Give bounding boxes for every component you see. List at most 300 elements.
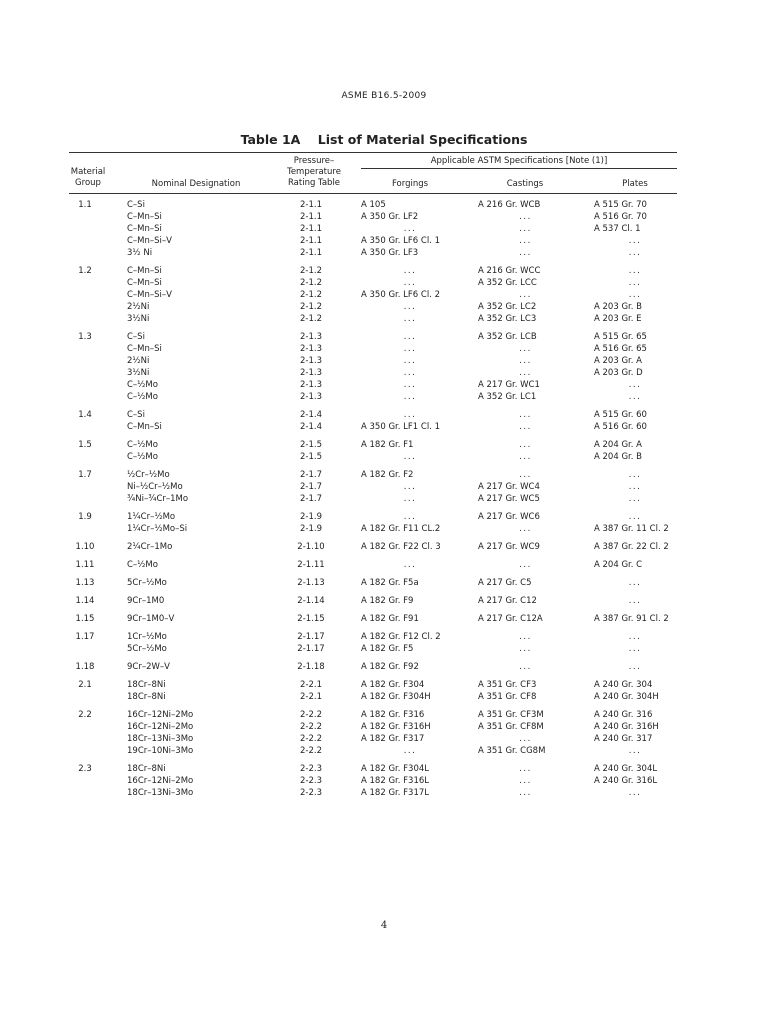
plates-cell: ... <box>628 248 642 258</box>
material-group-cell: 1.14 <box>75 596 95 606</box>
material-group <box>0 331 768 403</box>
forgings-cell: ... <box>403 224 417 234</box>
plates-cell: ... <box>628 266 642 276</box>
material-group-cell: 1.17 <box>75 632 95 642</box>
designation-cell: Ni–½Cr–½Mo <box>127 482 183 492</box>
rating-table-cell: 2-1.3 <box>300 344 322 354</box>
plates-cell: ... <box>628 494 642 504</box>
designation-cell: 1Cr–½Mo <box>127 632 167 642</box>
designation-cell: C–Mn–Si <box>127 422 162 432</box>
table-row <box>0 613 768 625</box>
forgings-cell: ... <box>403 380 417 390</box>
material-group-cell: 1.9 <box>78 512 92 522</box>
running-header: ASME B16.5-2009 <box>341 91 427 101</box>
forgings-cell: A 350 Gr. LF2 <box>361 212 419 222</box>
rating-table-cell: 2-1.3 <box>300 392 322 402</box>
plates-cell: ... <box>628 392 642 402</box>
designation-cell: 2½Ni <box>127 302 150 312</box>
forgings-cell: A 182 Gr. F22 Cl. 3 <box>361 542 441 552</box>
forgings-cell: ... <box>403 410 417 420</box>
table-row <box>0 289 768 301</box>
plates-cell: A 203 Gr. A <box>594 356 642 366</box>
plates-cell: A 203 Gr. E <box>594 314 642 324</box>
plates-cell: A 204 Gr. A <box>594 440 642 450</box>
forgings-cell: A 182 Gr. F304 <box>361 680 425 690</box>
rating-table-cell: 2-1.1 <box>300 212 322 222</box>
col-header-plates: Plates <box>622 179 648 189</box>
designation-cell: 16Cr–12Ni–2Mo <box>127 722 194 732</box>
plates-cell: A 240 Gr. 304H <box>594 692 659 702</box>
designation-cell: ½Cr–½Mo <box>127 470 170 480</box>
table-row <box>0 343 768 355</box>
table-row <box>0 595 768 607</box>
castings-cell: ... <box>519 776 532 786</box>
designation-cell: C–Mn–Si–V <box>127 290 172 300</box>
designation-cell: C–Mn–Si–V <box>127 236 172 246</box>
rating-table-cell: 2-1.1 <box>300 200 322 210</box>
plates-cell: ... <box>628 470 642 480</box>
table-title: Table 1A List of Material Specifications <box>240 132 528 147</box>
material-group-cell: 1.15 <box>75 614 95 624</box>
forgings-cell: ... <box>403 314 417 324</box>
plates-cell: ... <box>628 578 642 588</box>
castings-cell: A 351 Gr. CG8M <box>478 746 546 756</box>
castings-cell: A 351 Gr. CF3M <box>478 710 544 720</box>
rating-table-cell: 2-1.2 <box>300 290 322 300</box>
castings-cell: ... <box>519 560 532 570</box>
col-header-rating: Pressure– Temperature Rating Table <box>287 156 341 188</box>
forgings-cell: ... <box>403 560 417 570</box>
material-group-cell: 1.3 <box>78 332 92 342</box>
castings-cell: ... <box>519 290 532 300</box>
castings-cell: ... <box>519 356 532 366</box>
col-header-astm: Applicable ASTM Specifications [Note (1)] <box>430 156 608 166</box>
castings-cell: A 217 Gr. WC6 <box>478 512 540 522</box>
plates-cell: A 240 Gr. 316L <box>594 776 658 786</box>
designation-cell: 18Cr–8Ni <box>127 692 166 702</box>
col-header-group: Material Group <box>70 167 106 188</box>
forgings-cell: A 182 Gr. F9 <box>361 596 414 606</box>
rating-table-cell: 2-1.3 <box>300 356 322 366</box>
rating-table-cell: 2-1.4 <box>300 410 322 420</box>
material-group-cell: 1.13 <box>75 578 95 588</box>
material-group <box>0 679 768 703</box>
forgings-cell: ... <box>403 302 417 312</box>
material-group-cell: 1.7 <box>78 470 92 480</box>
designation-cell: C–Mn–Si <box>127 212 162 222</box>
plates-cell: A 515 Gr. 65 <box>594 332 647 342</box>
plates-cell: A 240 Gr. 304L <box>594 764 658 774</box>
rating-table-cell: 2-1.3 <box>300 332 322 342</box>
castings-cell: ... <box>519 734 532 744</box>
table-row <box>0 511 768 523</box>
material-group <box>0 469 768 505</box>
forgings-cell: A 350 Gr. LF6 Cl. 1 <box>361 236 440 246</box>
designation-cell: 3½ Ni <box>127 248 153 258</box>
designation-cell: C–½Mo <box>127 560 158 570</box>
table-row <box>0 439 768 451</box>
table-row <box>0 391 768 403</box>
plates-cell: ... <box>628 644 642 654</box>
forgings-cell: A 350 Gr. LF6 Cl. 2 <box>361 290 440 300</box>
forgings-cell: A 350 Gr. LF1 Cl. 1 <box>361 422 440 432</box>
rating-table-cell: 2-1.1 <box>300 248 322 258</box>
table-row <box>0 631 768 643</box>
castings-cell: A 352 Gr. LC3 <box>478 314 537 324</box>
forgings-cell: ... <box>403 494 417 504</box>
material-group <box>0 511 768 535</box>
forgings-cell: A 182 Gr. F316H <box>361 722 431 732</box>
forgings-cell: ... <box>403 278 417 288</box>
table-row <box>0 691 768 703</box>
plates-cell: ... <box>628 746 642 756</box>
material-group <box>0 661 768 673</box>
designation-cell: 3½Ni <box>127 368 150 378</box>
castings-cell: A 217 Gr. WC1 <box>478 380 540 390</box>
forgings-cell: A 350 Gr. LF3 <box>361 248 419 258</box>
rating-table-cell: 2-2.2 <box>300 710 322 720</box>
material-group <box>0 199 768 259</box>
forgings-cell: A 182 Gr. F11 CL.2 <box>361 524 441 534</box>
forgings-cell: ... <box>403 266 417 276</box>
castings-cell: A 217 Gr. C5 <box>478 578 532 588</box>
castings-cell: A 217 Gr. C12 <box>478 596 537 606</box>
material-group-cell: 2.2 <box>78 710 92 720</box>
material-group <box>0 763 768 799</box>
designation-cell: 16Cr–12Ni–2Mo <box>127 710 194 720</box>
designation-cell: 9Cr–2W–V <box>127 662 170 672</box>
designation-cell: 5Cr–½Mo <box>127 644 167 654</box>
castings-cell: ... <box>519 788 532 798</box>
plates-cell: ... <box>628 632 642 642</box>
designation-cell: ¾Ni–¾Cr–1Mo <box>127 494 189 504</box>
plates-cell: A 204 Gr. C <box>594 560 643 570</box>
material-group-cell: 1.11 <box>75 560 95 570</box>
rating-table-cell: 2-1.9 <box>300 524 322 534</box>
table-row <box>0 523 768 535</box>
astm-rule <box>361 168 677 169</box>
top-rule <box>69 152 677 153</box>
plates-cell: A 240 Gr. 317 <box>594 734 653 744</box>
plates-cell: A 537 Cl. 1 <box>594 224 641 234</box>
material-group <box>0 541 768 553</box>
col-header-designation: Nominal Designation <box>151 179 241 189</box>
plates-cell: A 203 Gr. B <box>594 302 642 312</box>
forgings-cell: A 182 Gr. F92 <box>361 662 419 672</box>
forgings-cell: A 182 Gr. F317 <box>361 734 425 744</box>
plates-cell: ... <box>628 236 642 246</box>
table-row <box>0 775 768 787</box>
castings-cell: ... <box>519 470 532 480</box>
castings-cell: ... <box>519 224 532 234</box>
rating-table-cell: 2-1.2 <box>300 266 322 276</box>
plates-cell: ... <box>628 512 642 522</box>
plates-cell: ... <box>628 662 642 672</box>
designation-cell: C–½Mo <box>127 440 158 450</box>
table-row <box>0 223 768 235</box>
table-row <box>0 331 768 343</box>
forgings-cell: ... <box>403 392 417 402</box>
castings-cell: A 351 Gr. CF8 <box>478 692 537 702</box>
forgings-cell: ... <box>403 452 417 462</box>
castings-cell: A 216 Gr. WCB <box>478 200 541 210</box>
forgings-cell: A 182 Gr. F5 <box>361 644 414 654</box>
col-header-castings: Castings <box>506 179 544 189</box>
designation-cell: C–Si <box>127 410 145 420</box>
material-group-cell: 1.2 <box>78 266 92 276</box>
material-group-cell: 2.1 <box>78 680 92 690</box>
table-row <box>0 265 768 277</box>
castings-cell: ... <box>519 644 532 654</box>
castings-cell: A 217 Gr. WC5 <box>478 494 540 504</box>
forgings-cell: A 182 Gr. F91 <box>361 614 419 624</box>
forgings-cell: ... <box>403 332 417 342</box>
rating-table-cell: 2-1.13 <box>297 578 325 588</box>
table-row <box>0 235 768 247</box>
table-row <box>0 211 768 223</box>
castings-cell: ... <box>519 632 532 642</box>
material-group <box>0 613 768 625</box>
rating-table-cell: 2-1.5 <box>300 452 322 462</box>
forgings-cell: ... <box>403 512 417 522</box>
table-row <box>0 721 768 733</box>
castings-cell: A 216 Gr. WCC <box>478 266 541 276</box>
plates-cell: A 387 Gr. 11 Cl. 2 <box>594 524 669 534</box>
plates-cell: A 515 Gr. 60 <box>594 410 647 420</box>
forgings-cell: A 182 Gr. F304H <box>361 692 431 702</box>
castings-cell: A 352 Gr. LCB <box>478 332 537 342</box>
castings-cell: ... <box>519 344 532 354</box>
plates-cell: ... <box>628 380 642 390</box>
table-row <box>0 451 768 463</box>
plates-cell: A 516 Gr. 65 <box>594 344 647 354</box>
castings-cell: ... <box>519 452 532 462</box>
forgings-cell: A 182 Gr. F316 <box>361 710 425 720</box>
castings-cell: ... <box>519 248 532 258</box>
forgings-cell: A 182 Gr. F317L <box>361 788 429 798</box>
rating-table-cell: 2-1.17 <box>297 632 325 642</box>
table-row <box>0 247 768 259</box>
table-row <box>0 367 768 379</box>
forgings-cell: A 182 Gr. F5a <box>361 578 419 588</box>
material-group <box>0 409 768 433</box>
plates-cell: A 515 Gr. 70 <box>594 200 647 210</box>
material-group-cell: 1.1 <box>78 200 92 210</box>
castings-cell: A 217 Gr. WC4 <box>478 482 540 492</box>
table-row <box>0 379 768 391</box>
rating-table-cell: 2-1.17 <box>297 644 325 654</box>
forgings-cell: A 182 Gr. F1 <box>361 440 414 450</box>
plates-cell: ... <box>628 482 642 492</box>
rating-table-cell: 2-1.5 <box>300 440 322 450</box>
rating-table-cell: 2-1.2 <box>300 278 322 288</box>
table-row <box>0 493 768 505</box>
designation-cell: 18Cr–8Ni <box>127 680 166 690</box>
table-row <box>0 355 768 367</box>
table-row <box>0 481 768 493</box>
material-group <box>0 559 768 571</box>
rating-table-cell: 2-1.1 <box>300 224 322 234</box>
rating-table-cell: 2-1.15 <box>297 614 325 624</box>
table-row <box>0 733 768 745</box>
rating-table-cell: 2-1.4 <box>300 422 322 432</box>
castings-cell: ... <box>519 440 532 450</box>
table-row <box>0 709 768 721</box>
table-row <box>0 745 768 757</box>
forgings-cell: A 182 Gr. F12 Cl. 2 <box>361 632 441 642</box>
designation-cell: 19Cr–10Ni–3Mo <box>127 746 194 756</box>
designation-cell: 16Cr–12Ni–2Mo <box>127 776 194 786</box>
forgings-cell: ... <box>403 344 417 354</box>
designation-cell: C–Si <box>127 200 145 210</box>
castings-cell: A 217 Gr. WC9 <box>478 542 540 552</box>
designation-cell: 18Cr–8Ni <box>127 764 166 774</box>
table-row <box>0 679 768 691</box>
rating-table-cell: 2-1.10 <box>297 542 325 552</box>
rating-table-cell: 2-2.2 <box>300 734 322 744</box>
table-row <box>0 643 768 655</box>
rating-table-cell: 2-1.2 <box>300 314 322 324</box>
rating-table-cell: 2-1.1 <box>300 236 322 246</box>
plates-cell: ... <box>628 290 642 300</box>
plates-cell: A 516 Gr. 70 <box>594 212 647 222</box>
material-group <box>0 709 768 757</box>
plates-cell: A 516 Gr. 60 <box>594 422 647 432</box>
plates-cell: A 240 Gr. 316H <box>594 722 659 732</box>
page-number: 4 <box>380 920 388 931</box>
plates-cell: ... <box>628 788 642 798</box>
castings-cell: A 351 Gr. CF3 <box>478 680 537 690</box>
header-bottom-rule <box>69 193 677 194</box>
rating-table-cell: 2-1.7 <box>300 470 322 480</box>
forgings-cell: ... <box>403 356 417 366</box>
material-group-cell: 1.10 <box>75 542 95 552</box>
col-header-forgings: Forgings <box>391 179 429 189</box>
castings-cell: A 352 Gr. LC2 <box>478 302 537 312</box>
plates-cell: ... <box>628 278 642 288</box>
rating-table-cell: 2-1.7 <box>300 482 322 492</box>
forgings-cell: ... <box>403 746 417 756</box>
table-row <box>0 409 768 421</box>
designation-cell: C–Mn–Si <box>127 278 162 288</box>
castings-cell: A 217 Gr. C12A <box>478 614 543 624</box>
designation-cell: 5Cr–½Mo <box>127 578 167 588</box>
plates-cell: A 203 Gr. D <box>594 368 643 378</box>
table-row <box>0 421 768 433</box>
material-table-body <box>0 199 768 805</box>
designation-cell: C–½Mo <box>127 452 158 462</box>
forgings-cell: ... <box>403 368 417 378</box>
table-row <box>0 313 768 325</box>
castings-cell: ... <box>519 764 532 774</box>
material-group-cell: 2.3 <box>78 764 92 774</box>
castings-cell: ... <box>519 422 532 432</box>
rating-table-cell: 2-2.3 <box>300 788 322 798</box>
table-row <box>0 559 768 571</box>
forgings-cell: A 182 Gr. F316L <box>361 776 429 786</box>
rating-table-cell: 2-1.3 <box>300 380 322 390</box>
rating-table-cell: 2-1.18 <box>297 662 325 672</box>
rating-table-cell: 2-2.1 <box>300 692 322 702</box>
forgings-cell: ... <box>403 482 417 492</box>
plates-cell: A 387 Gr. 22 Cl. 2 <box>594 542 669 552</box>
designation-cell: 18Cr–13Ni–3Mo <box>127 734 194 744</box>
castings-cell: A 352 Gr. LCC <box>478 278 537 288</box>
table-row <box>0 541 768 553</box>
designation-cell: C–½Mo <box>127 392 158 402</box>
designation-cell: C–Mn–Si <box>127 344 162 354</box>
rating-table-cell: 2-1.14 <box>297 596 325 606</box>
table-row <box>0 763 768 775</box>
material-group <box>0 595 768 607</box>
forgings-cell: A 182 Gr. F2 <box>361 470 414 480</box>
table-row <box>0 301 768 313</box>
rating-table-cell: 2-2.2 <box>300 722 322 732</box>
rating-table-cell: 2-1.11 <box>297 560 325 570</box>
material-group <box>0 631 768 655</box>
material-group <box>0 577 768 589</box>
castings-cell: A 351 Gr. CF8M <box>478 722 544 732</box>
material-group <box>0 439 768 463</box>
rating-table-cell: 2-2.3 <box>300 764 322 774</box>
designation-cell: 2½Ni <box>127 356 150 366</box>
plates-cell: A 387 Gr. 91 Cl. 2 <box>594 614 669 624</box>
designation-cell: 3½Ni <box>127 314 150 324</box>
castings-cell: ... <box>519 662 532 672</box>
designation-cell: 1¼Cr–½Mo <box>127 512 176 522</box>
table-row <box>0 469 768 481</box>
plates-cell: A 240 Gr. 316 <box>594 710 653 720</box>
material-group-cell: 1.18 <box>75 662 95 672</box>
table-row <box>0 787 768 799</box>
rating-table-cell: 2-1.3 <box>300 368 322 378</box>
designation-cell: 2¼Cr–1Mo <box>127 542 173 552</box>
rating-table-cell: 2-2.1 <box>300 680 322 690</box>
forgings-cell: A 182 Gr. F304L <box>361 764 429 774</box>
table-row <box>0 577 768 589</box>
designation-cell: 9Cr–1M0–V <box>127 614 175 624</box>
table-row <box>0 199 768 211</box>
designation-cell: C–Mn–Si <box>127 266 162 276</box>
castings-cell: ... <box>519 410 532 420</box>
forgings-cell: A 105 <box>361 200 386 210</box>
rating-table-cell: 2-2.2 <box>300 746 322 756</box>
plates-cell: A 240 Gr. 304 <box>594 680 653 690</box>
designation-cell: C–Mn–Si <box>127 224 162 234</box>
table-row <box>0 661 768 673</box>
designation-cell: 18Cr–13Ni–3Mo <box>127 788 194 798</box>
castings-cell: ... <box>519 368 532 378</box>
castings-cell: ... <box>519 236 532 246</box>
castings-cell: ... <box>519 524 532 534</box>
designation-cell: 9Cr–1M0 <box>127 596 165 606</box>
designation-cell: C–½Mo <box>127 380 158 390</box>
rating-table-cell: 2-1.2 <box>300 302 322 312</box>
castings-cell: ... <box>519 212 532 222</box>
rating-table-cell: 2-2.3 <box>300 776 322 786</box>
plates-cell: ... <box>628 596 642 606</box>
material-group-cell: 1.5 <box>78 440 92 450</box>
material-group <box>0 265 768 325</box>
plates-cell: A 204 Gr. B <box>594 452 642 462</box>
designation-cell: C–Si <box>127 332 145 342</box>
castings-cell: A 352 Gr. LC1 <box>478 392 537 402</box>
rating-table-cell: 2-1.9 <box>300 512 322 522</box>
designation-cell: 1¼Cr–½Mo–Si <box>127 524 188 534</box>
material-group-cell: 1.4 <box>78 410 92 420</box>
table-row <box>0 277 768 289</box>
rating-table-cell: 2-1.7 <box>300 494 322 504</box>
